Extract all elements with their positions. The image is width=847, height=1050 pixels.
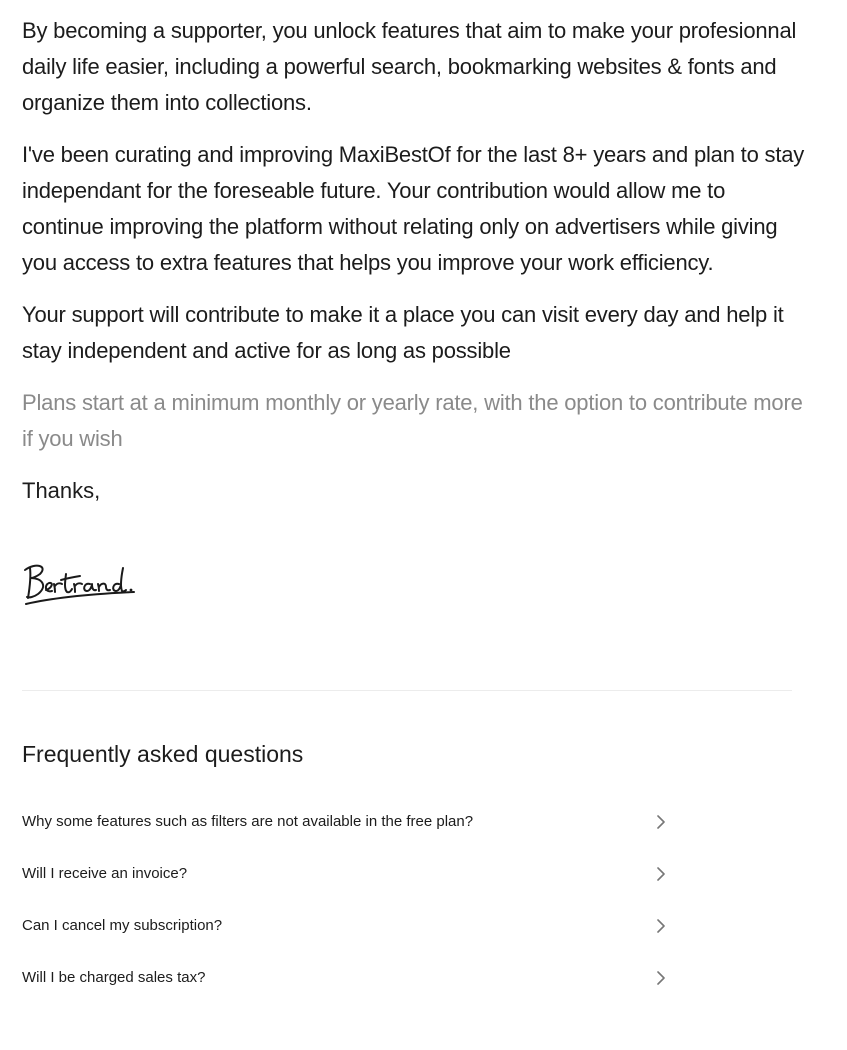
section-divider xyxy=(22,690,792,691)
faq-item-cancel[interactable] xyxy=(22,900,672,952)
intro-paragraph: I've been curating and improving MaxiBestOf for the last 8+ years and plan to stay independant for the foreseable future. Your contribution would allow me to continue improving the platform without relating only on advertisers while giving you access to extra features that helps you improve your work efficiency. xyxy=(22,142,805,275)
signature-bertrand xyxy=(22,556,162,612)
thanks-text: Thanks, xyxy=(22,478,101,503)
chevron-right-icon xyxy=(654,815,668,829)
intro-section xyxy=(22,13,812,509)
chevron-right-icon xyxy=(654,867,668,881)
faq-item-sales-tax[interactable] xyxy=(22,952,672,1004)
faq-question: Will I be charged sales tax? xyxy=(22,969,206,986)
faq-item-invoice[interactable] xyxy=(22,848,672,900)
faq-title: Frequently asked questions xyxy=(22,741,304,767)
intro-paragraph: By becoming a supporter, you unlock features that aim to make your profesionnal daily life easier, including a powerful search, bookmarking websites & fonts and organize them into collections. xyxy=(22,18,797,115)
faq-item-filters[interactable] xyxy=(22,796,672,848)
faq-question: Why some features such as filters are not available in the free plan? xyxy=(22,813,474,830)
faq-question: Can I cancel my subscription? xyxy=(22,917,223,934)
faq-question: Will I receive an invoice? xyxy=(22,865,188,882)
chevron-right-icon xyxy=(654,971,668,985)
chevron-right-icon xyxy=(654,919,668,933)
faq-list xyxy=(22,796,672,1004)
intro-paragraph: Your support will contribute to make it a place you can visit every day and help it stay independent and active for as long as possible xyxy=(22,302,784,363)
plans-note: Plans start at a minimum monthly or yearly rate, with the option to contribute more if you wish xyxy=(22,390,803,451)
